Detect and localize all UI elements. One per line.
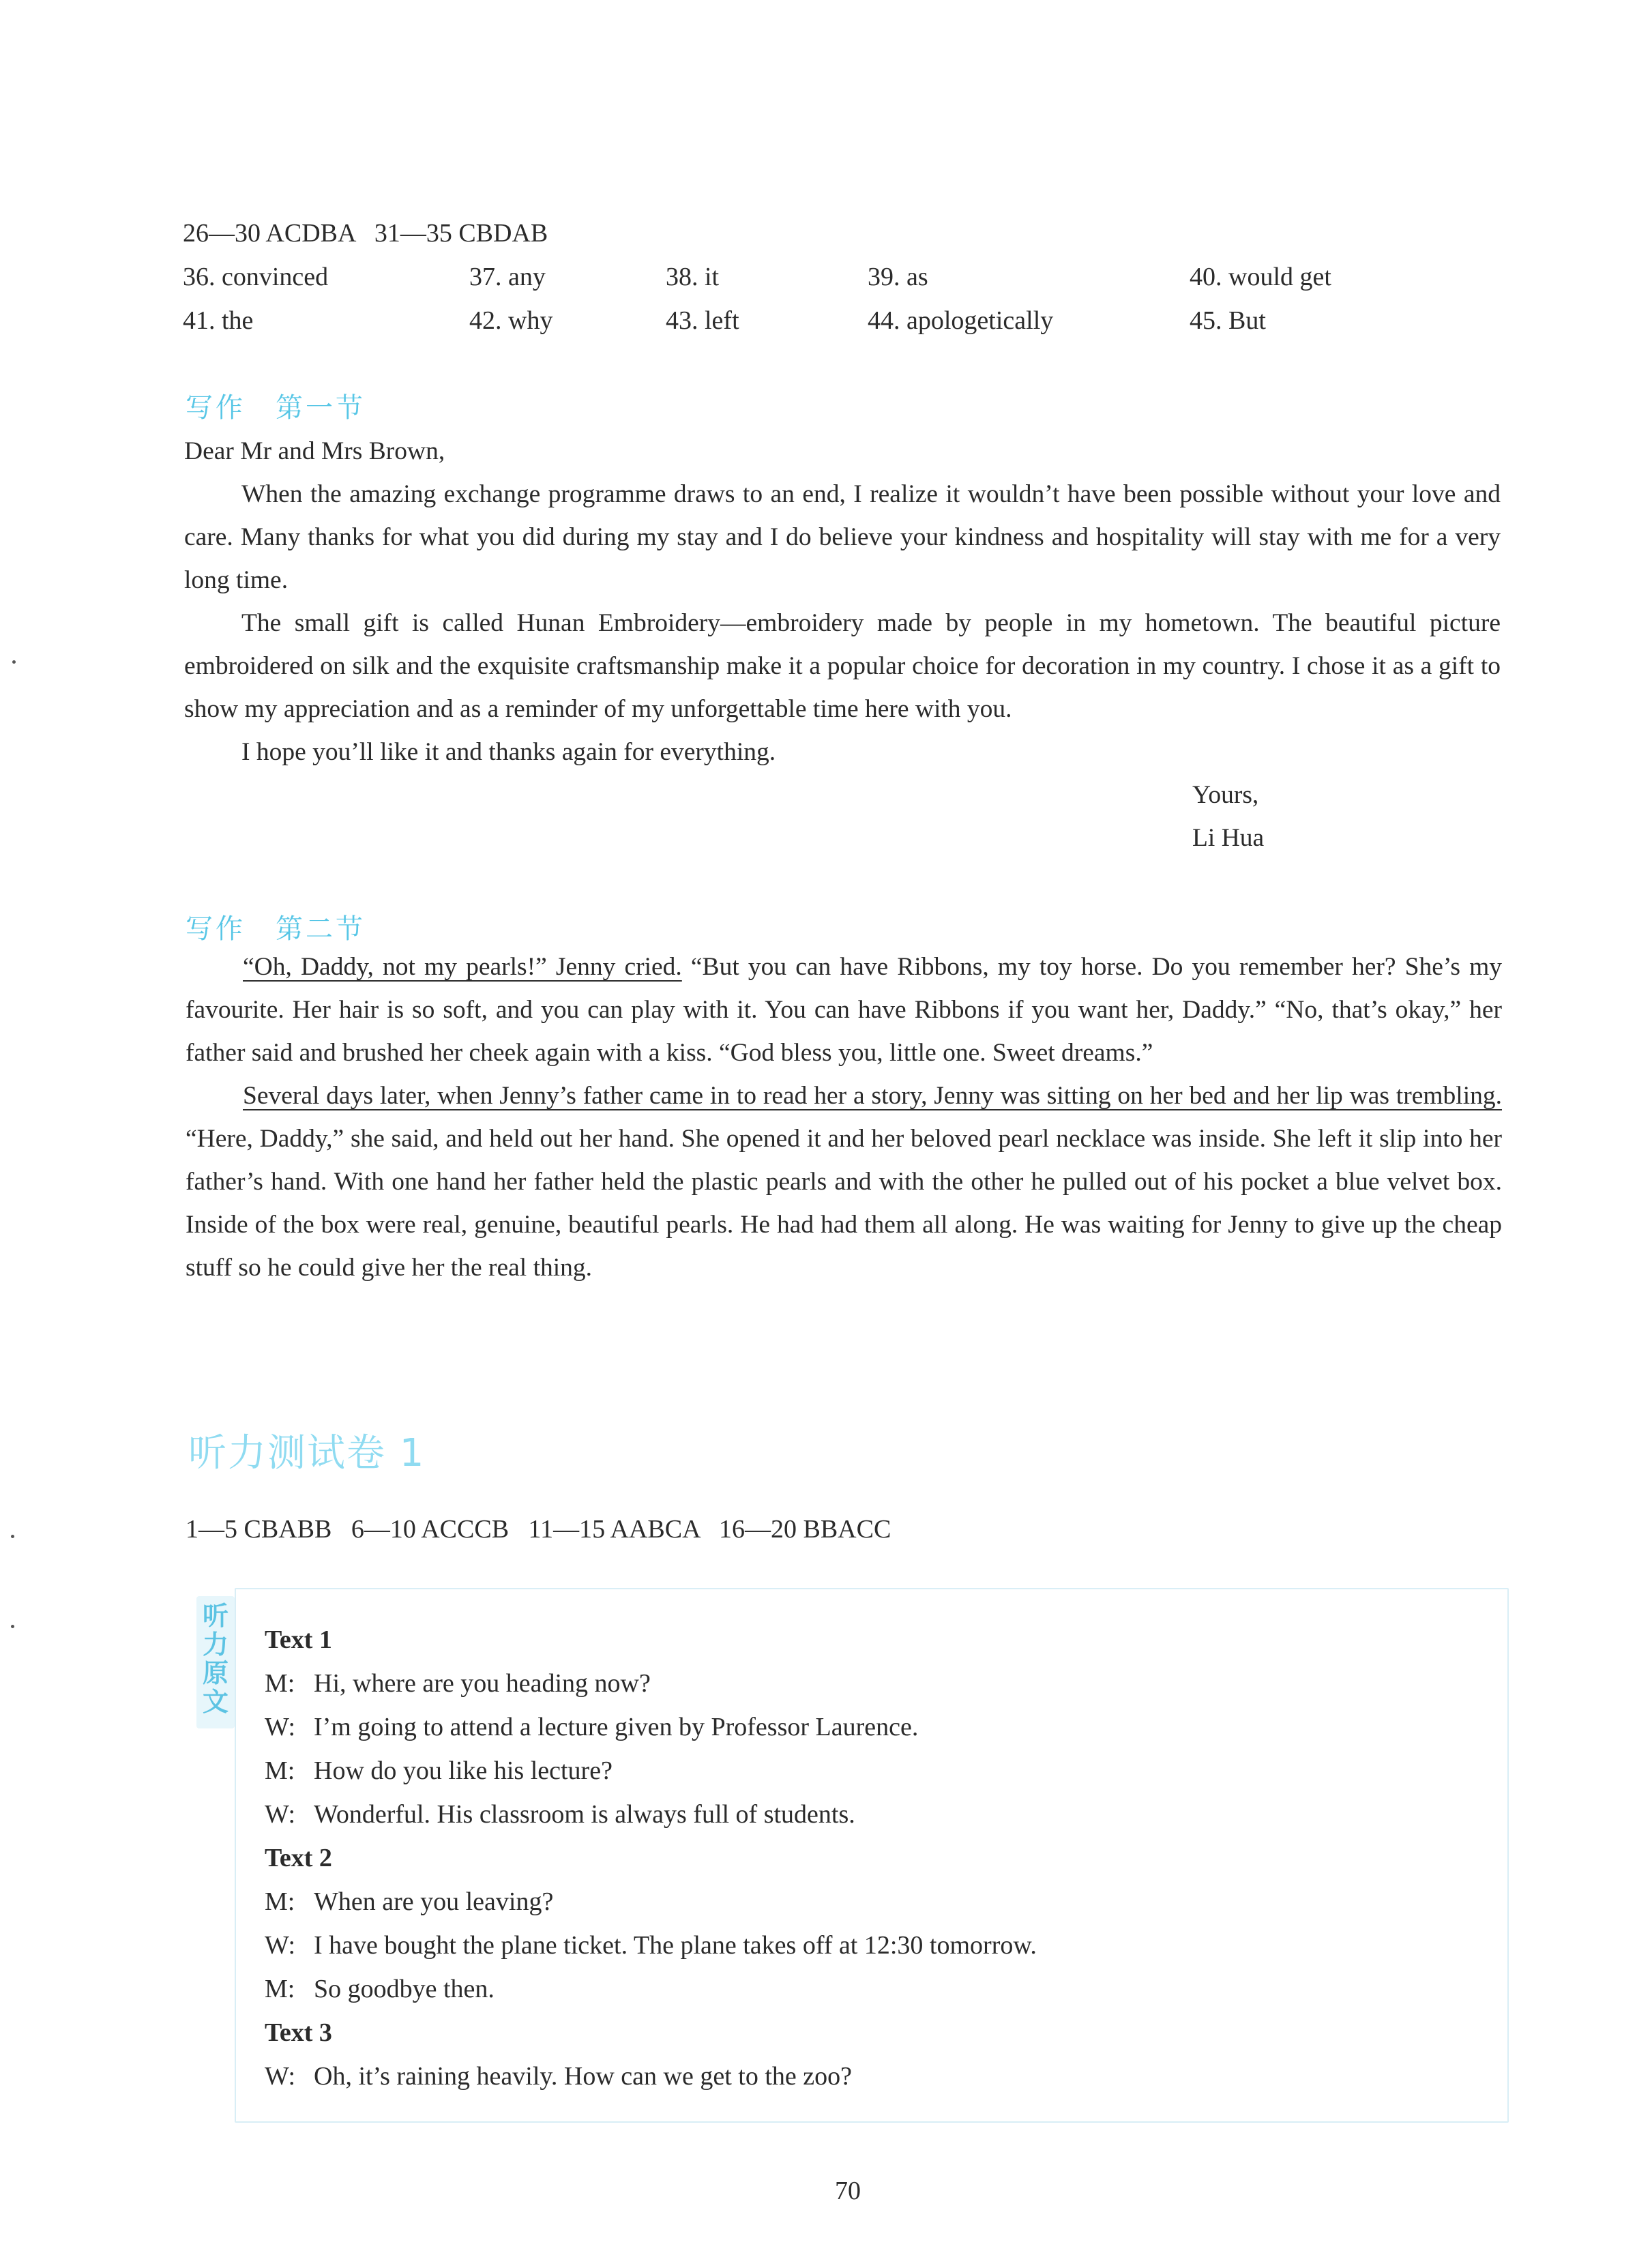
- underlined-sentence: “Oh, Daddy, not my pearls!” Jenny cried.: [243, 953, 682, 981]
- tab-char: 原: [202, 1658, 228, 1688]
- text-title: Text 1: [265, 1625, 332, 1654]
- story-paragraph-1: [186, 945, 1502, 1074]
- speaker: W:: [265, 1713, 296, 1741]
- dialogue-line: [265, 1749, 1492, 1793]
- story-text: “But you can have Ribbons, my toy horse. Do you remember her? She’s my favourite. Her hair is so soft, and you can play with it. You can have Ribbons if you want her, Daddy.” “No, that’s okay,” her father said and brushed her cheek again with a kiss. “God bless you, little one. Sweet dreams.”: [186, 953, 1502, 1067]
- underlined-sentence: Several days later, when Jenny’s father came in to read her a story, Jenny was sitting on her bed and her lip was trembling.: [243, 1082, 1502, 1110]
- page-number: 70: [835, 2177, 861, 2205]
- writing-section-1-heading: 写作 第一节: [186, 392, 366, 424]
- answer-37: 37. any: [469, 263, 546, 291]
- margin-speck: [12, 660, 16, 664]
- text-title: Text 2: [265, 1844, 332, 1872]
- listening-answers: 1—5 CBABB 6—10 ACCCB 11—15 AABCA 16—20 BBACC: [186, 1515, 891, 1544]
- letter-closing: Yours,: [1192, 781, 1259, 809]
- dialogue-line: [265, 1662, 1492, 1705]
- answer-43: 43. left: [666, 306, 739, 335]
- listening-transcript-tab: [196, 1596, 235, 1728]
- letter-paragraph: I hope you’ll like it and thanks again for everything.: [241, 738, 776, 766]
- utterance: Wonderful. His classroom is always full of students.: [314, 1800, 855, 1829]
- tab-char: 听: [202, 1601, 228, 1631]
- speaker: M:: [265, 1669, 295, 1698]
- story-paragraph-2: [186, 1074, 1502, 1289]
- utterance: I have bought the plane ticket. The plane takes off at 12:30 tomorrow.: [314, 1931, 1037, 1960]
- speaker: W:: [265, 1800, 296, 1829]
- dialogue-line: [265, 1793, 1492, 1836]
- answer-45: 45. But: [1190, 306, 1266, 335]
- letter-signature: Li Hua: [1192, 824, 1265, 852]
- speaker: M:: [265, 1887, 295, 1916]
- utterance: I’m going to attend a lecture given by Professor Laurence.: [314, 1713, 919, 1741]
- answer-44: 44. apologetically: [868, 306, 1054, 335]
- story-continuation: [186, 945, 1502, 1289]
- answers-row-1: 26—30 ACDBA 31—35 CBDAB: [183, 219, 548, 248]
- dialogue-line: [265, 2055, 1492, 2098]
- tab-char: 文: [202, 1687, 228, 1717]
- dialogue-line: [265, 1880, 1492, 1924]
- margin-speck: [11, 1535, 14, 1538]
- answer-39: 39. as: [868, 263, 928, 291]
- letter: [184, 430, 1501, 859]
- answer-42: 42. why: [469, 306, 553, 335]
- letter-salutation: Dear Mr and Mrs Brown,: [184, 437, 445, 465]
- dialogue-line: [265, 1705, 1492, 1749]
- speaker: W:: [265, 2062, 296, 2091]
- transcript: [265, 1618, 1492, 2098]
- dialogue-line: [265, 1924, 1492, 1967]
- listening-test-title: 听力测试卷 1: [188, 1431, 426, 1475]
- answer-41: 41. the: [183, 306, 254, 335]
- speaker: M:: [265, 1756, 295, 1785]
- utterance: So goodbye then.: [314, 1975, 495, 2003]
- margin-speck: [11, 1625, 14, 1628]
- answer-38: 38. it: [666, 263, 720, 291]
- writing-section-2-heading: 写作 第二节: [186, 913, 366, 945]
- answer-40: 40. would get: [1190, 263, 1331, 291]
- speaker: W:: [265, 1931, 296, 1960]
- text-title: Text 3: [265, 2018, 332, 2047]
- tab-char: 力: [202, 1630, 228, 1660]
- letter-paragraph: The small gift is called Hunan Embroidery—embroidery made by people in my hometown. The beautiful picture embroidered on silk and the exquisite craftsmanship make it a popular choice for decoration in my country. I chose it as a gift to show my appreciation and as a reminder of my unforgettable time here with you.: [184, 609, 1501, 723]
- answer-36: 36. convinced: [183, 263, 329, 291]
- utterance: How do you like his lecture?: [314, 1756, 613, 1785]
- speaker: M:: [265, 1975, 295, 2003]
- dialogue-line: [265, 1967, 1492, 2011]
- story-text: “Here, Daddy,” she said, and held out her hand. She opened it and her beloved pearl necklace was inside. She left it slip into her father’s hand. With one hand her father held the plastic pearls and with the other he pulled out of his pocket a blue velvet box. Inside of the box were real, genuine, beautiful pearls. He had had them all along. He was waiting for Jenny to give up the cheap stuff so he could give her the real thing.: [186, 1125, 1502, 1282]
- utterance: Hi, where are you heading now?: [314, 1669, 651, 1698]
- utterance: When are you leaving?: [314, 1887, 554, 1916]
- letter-paragraph: When the amazing exchange programme draws to an end, I realize it wouldn’t have been possible without your love and care. Many thanks for what you did during my stay and I do believe your kindness and hospitality will stay with me for a very long time.: [184, 480, 1501, 594]
- utterance: Oh, it’s raining heavily. How can we get to the zoo?: [314, 2062, 852, 2091]
